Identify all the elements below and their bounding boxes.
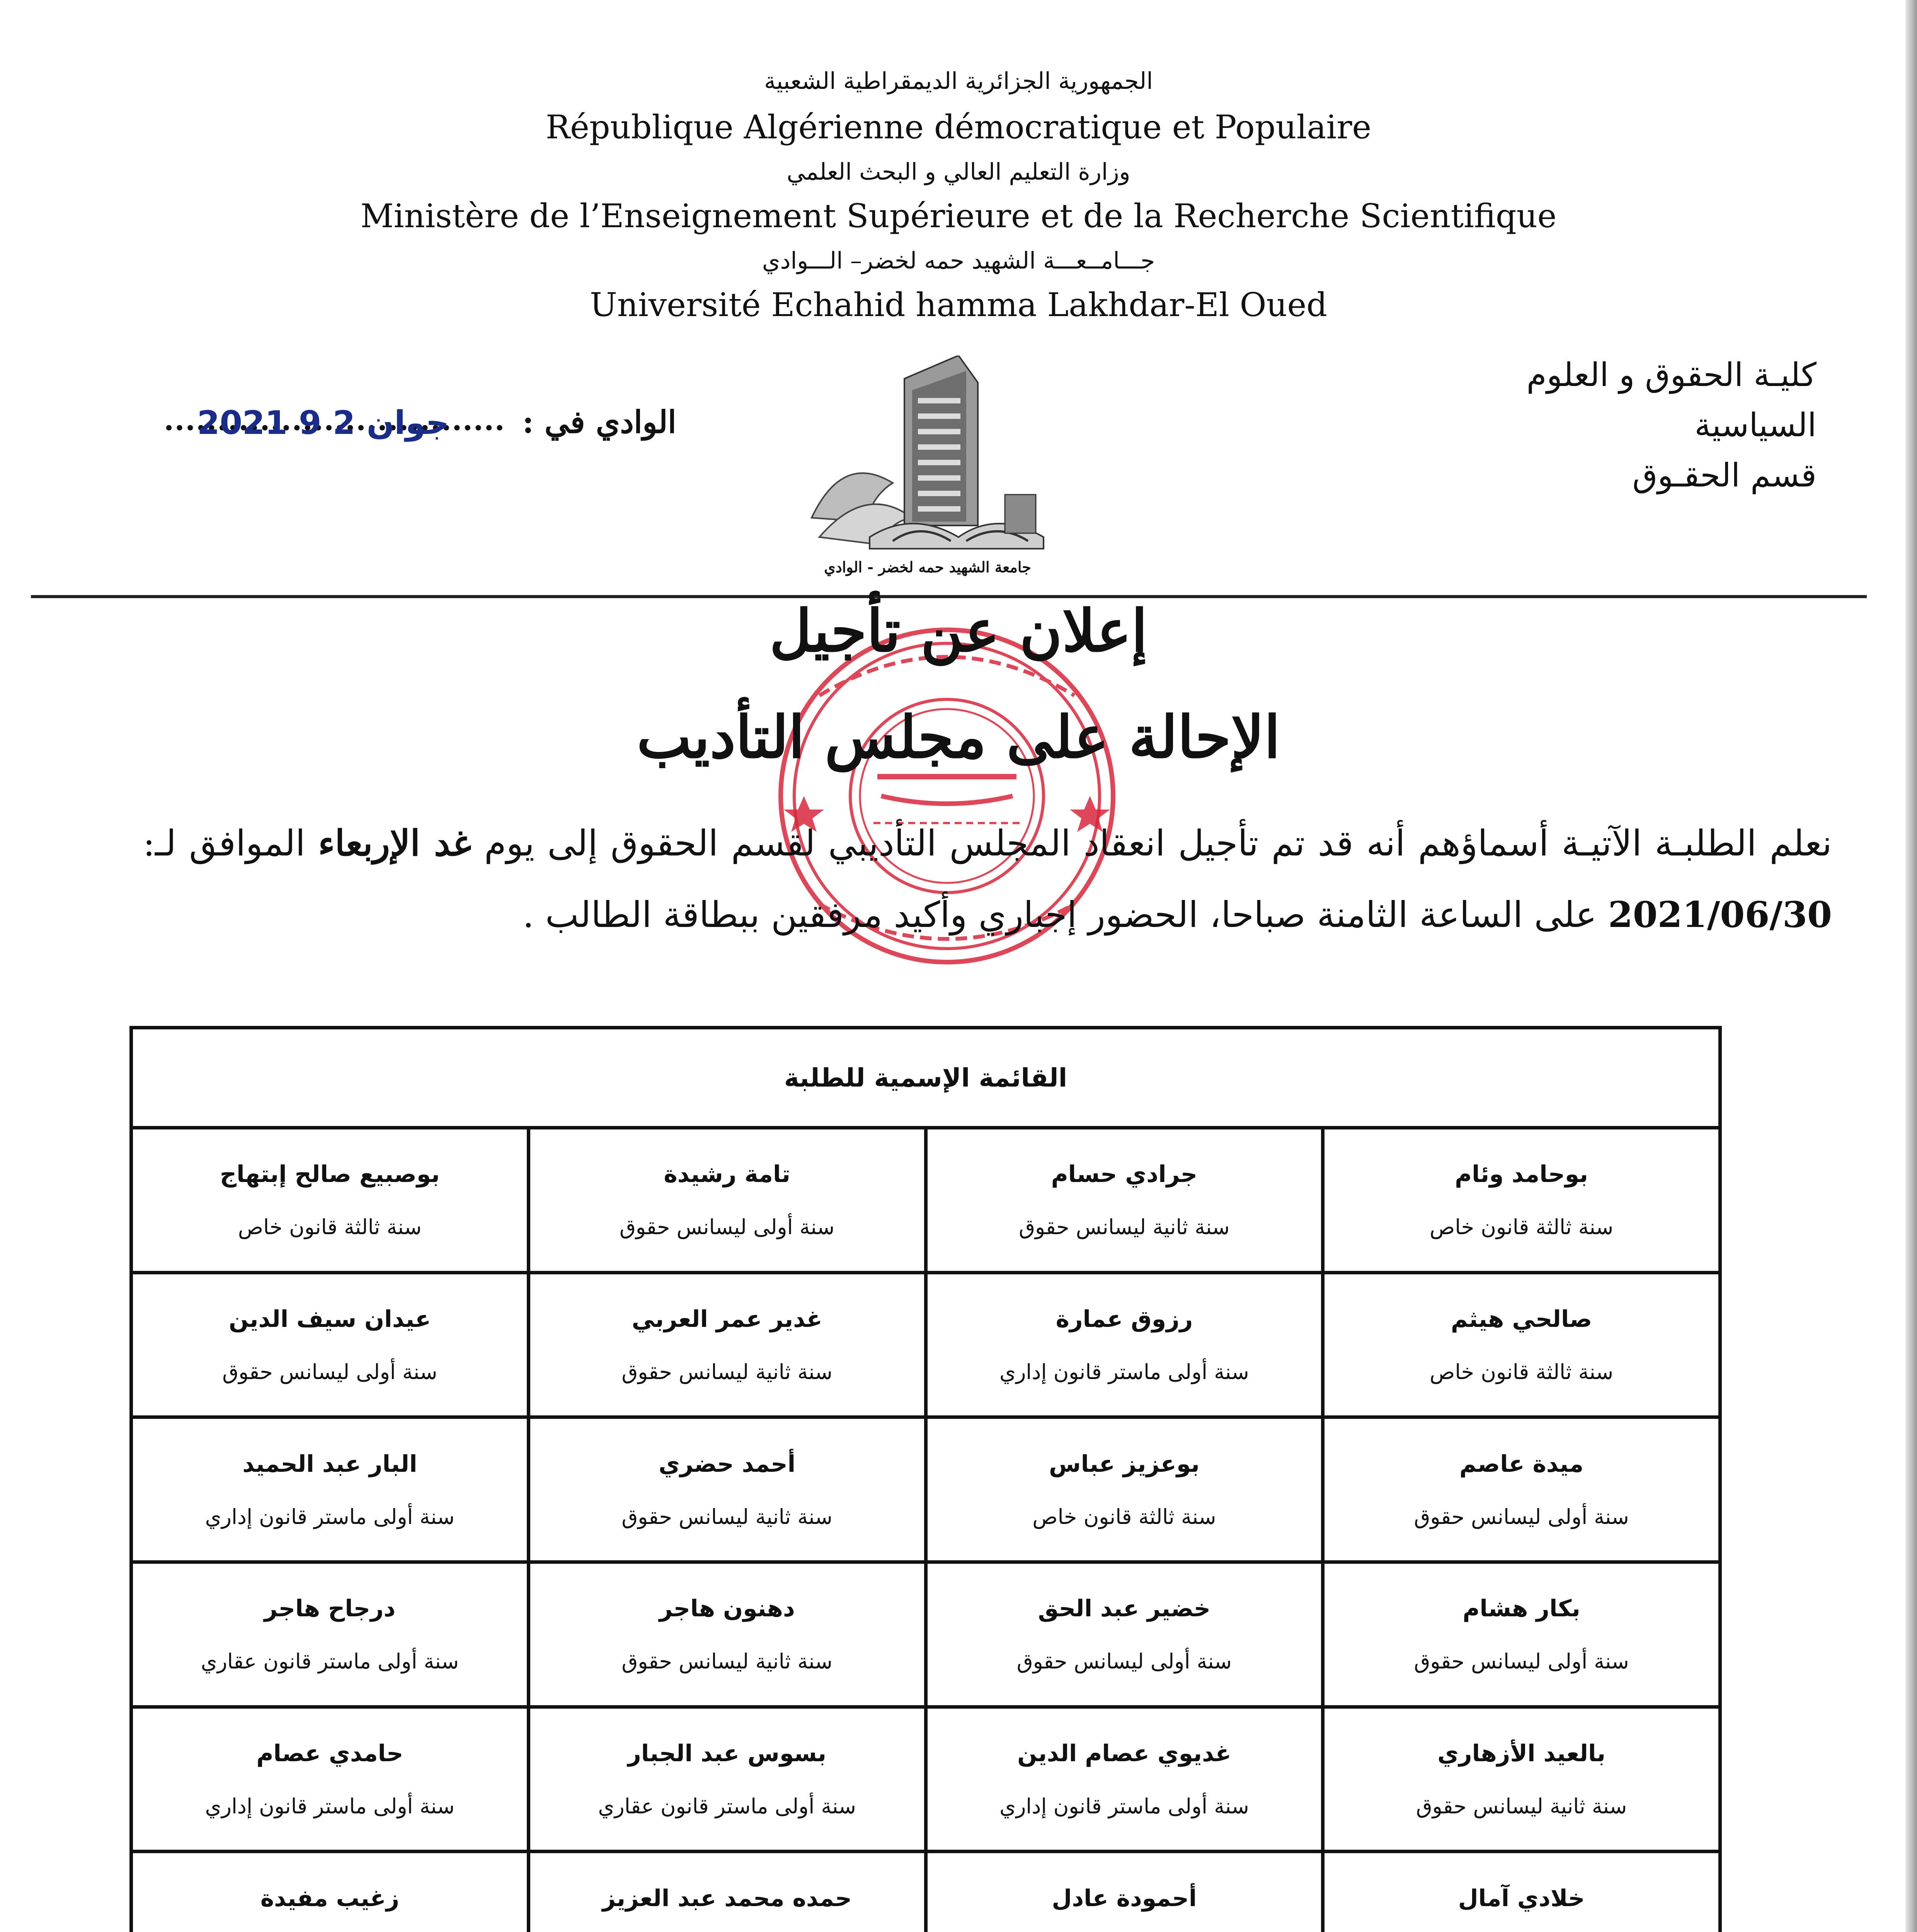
body-date: 2021/06/30 [1608,894,1832,935]
student-cell [131,1272,529,1417]
body-outro: على الساعة الثامنة صباحا، الحضور إجباري وأكيد مرفقين ببطاقة الطالب . [523,894,1608,935]
student-name: بوصبيع صالح إبتهاج [220,1161,440,1188]
student-name: غديوي عصام الدين [1017,1740,1231,1767]
notice-subtitle: الإحالة على مجلس التأديب [637,703,1280,771]
student-name: درجاح هاجر [264,1595,396,1622]
student-level: سنة ثالثة قانون خاص [1032,1504,1216,1529]
student-cell [528,1562,926,1707]
student-level: سنة ثانية ليسانس حقوق [1019,1215,1230,1240]
ministry-arabic: وزارة التعليم العالي و البحث العلمي [787,158,1130,185]
body-intro: نعلم الطلبـة الآتيـة أسماؤهم أنه قد تم تأجيل انعقاد المجلس التأديبي لقسم الحقوق إلى يوم [471,823,1832,864]
student-name: دهنون هاجر [659,1595,795,1622]
student-cell [528,1128,926,1273]
student-level: سنة أولى ماستر قانون إداري [205,1794,455,1819]
student-cell [1323,1852,1720,1932]
student-name: عيدان سيف الدين [228,1306,431,1333]
student-name: غدير عمر العربي [632,1306,822,1333]
student-name: البار عبد الحميد [242,1450,417,1478]
student-cell [131,1562,529,1707]
student-cell [131,1852,529,1932]
university-arabic: جـــامــعـــة الشهيد حمه لخضر– الـــوادي [762,247,1155,274]
ministry-french: Ministère de l’Enseignement Supérieure et de la Recherche Scientifique [360,197,1557,235]
university-logo [796,355,1059,583]
body-middle: الموافق لـ: [143,823,318,864]
student-cell [926,1852,1323,1932]
student-cell [528,1852,926,1932]
date-line [166,404,676,458]
student-name: حمده محمد عبد العزيز [602,1884,852,1912]
student-level: سنة ثالثة قانون خاص [1430,1215,1614,1240]
student-name: بكار هشام [1462,1595,1580,1622]
table-header-row [131,1028,1720,1128]
student-cell [926,1562,1323,1707]
table-body [131,1128,1720,1932]
student-name: رزوق عمارة [1056,1306,1193,1333]
student-level: سنة ثانية ليسانس حقوق [621,1504,833,1529]
student-cell [926,1272,1323,1417]
student-level: سنة أولى ماستر قانون عقاري [201,1649,459,1674]
student-name: صالحي هيثم [1451,1306,1592,1333]
table-row [131,1128,1720,1273]
table-row [131,1272,1720,1417]
student-level: سنة أولى ماستر قانون إداري [999,1360,1249,1384]
student-level: سنة أولى ليسانس حقوق [1016,1649,1232,1674]
student-cell [1323,1417,1720,1562]
student-level: سنة أولى ليسانس حقوق [1414,1504,1629,1529]
student-cell [1323,1707,1720,1852]
student-name: بسوس عبد الجبار [628,1740,827,1767]
student-name: بوعزيز عباس [1049,1450,1200,1478]
notice-body [143,808,1832,951]
student-cell [131,1707,529,1852]
student-level: سنة أولى ماستر قانون إداري [205,1504,455,1529]
student-cell [926,1707,1323,1852]
faculty-name: كليـة الحقوق و العلوم السياسية [1526,356,1817,444]
student-name: بوحامد وئام [1455,1161,1588,1188]
student-cell [528,1272,926,1417]
student-cell [926,1128,1323,1273]
student-name: خلادي آمال [1458,1884,1585,1912]
logo-caption: جامعة الشهيد حمه لخضر - الوادي [824,558,1031,576]
student-cell [528,1417,926,1562]
student-cell [131,1128,529,1273]
student-level: سنة ثالثة قانون خاص [238,1215,422,1240]
department-name: قسم الحقـوق [1632,456,1817,494]
student-level: سنة ثانية ليسانس حقوق [621,1360,833,1384]
date-label: الوادي في : [522,404,676,440]
student-name: ميدة عاصم [1459,1450,1584,1478]
table-header: القائمة الإسمية للطلبة [131,1028,1720,1128]
students-table [129,1026,1722,1932]
student-level: سنة أولى ليسانس حقوق [1414,1649,1629,1674]
student-name: زغيب مفيدة [260,1884,400,1912]
body-day: غد الإربعاء [318,822,472,864]
table-row [131,1417,1720,1562]
student-cell [926,1417,1323,1562]
student-cell [131,1417,529,1562]
student-name: بالعيد الأزهاري [1437,1740,1606,1767]
faculty-block [1430,350,1817,500]
student-cell [1323,1272,1720,1417]
student-name: أحمد حضري [658,1450,796,1478]
student-name: خضير عبد الحق [1038,1595,1211,1622]
republic-arabic: الجمهورية الجزائرية الديمقراطية الشعبية [764,68,1153,95]
student-cell [1323,1128,1720,1273]
student-level: سنة ثانية ليسانس حقوق [1416,1794,1627,1819]
student-level: سنة ثانية ليسانس حقوق [621,1649,833,1674]
student-level: سنة أولى ليسانس حقوق [222,1360,438,1384]
table-row [131,1707,1720,1852]
student-level: سنة أولى ماستر قانون إداري [999,1794,1249,1819]
student-name: جرادي حسام [1051,1161,1198,1188]
student-name: تامة رشيدة [664,1161,790,1188]
university-french: Université Echahid hamma Lakhdar-El Oued [589,286,1328,324]
student-cell [528,1707,926,1852]
student-name: حامدي عصام [256,1740,403,1767]
student-cell [1323,1562,1720,1707]
republic-french: République Algérienne démocratique et Populaire [545,108,1372,146]
student-level: سنة ثالثة قانون خاص [1430,1360,1614,1384]
student-level: سنة أولى ماستر قانون عقاري [598,1794,856,1819]
student-level: سنة أولى ليسانس حقوق [619,1215,835,1240]
student-name: أحمودة عادل [1052,1884,1197,1912]
table-row [131,1852,1720,1932]
table-row [131,1562,1720,1707]
date-stamp: 2021 جوان 2 9 [197,404,449,442]
notice-title: إعلان عن تأجيل [769,597,1147,665]
